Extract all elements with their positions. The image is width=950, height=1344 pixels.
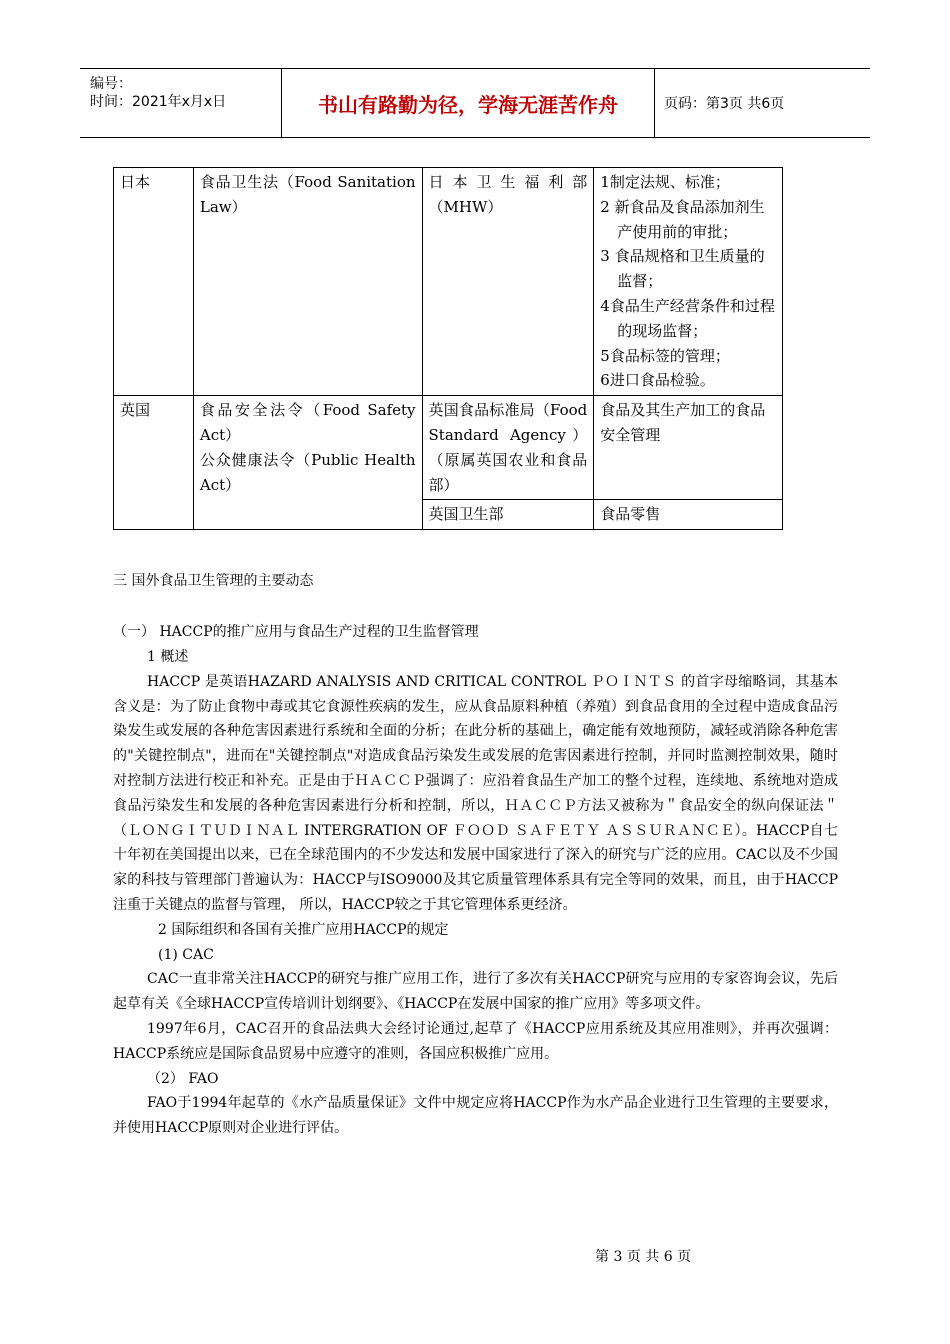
table-row-japan [114, 168, 783, 396]
subsection-heading: （一） HACCP的推广应用与食品生产过程的卫生监督管理 [113, 624, 479, 640]
agency-cell: 英国卫生部 [422, 500, 594, 530]
paragraph: 1997年6月，CAC召开的食品法典大会经讨论通过,起草了《HACCP应用系统及其应用准则》，并再次强调：HACCP系统应是国际食品贸易中应遵守的准则，各国应积极推广应用。 [113, 1020, 838, 1062]
duty-item: 6进口食品检验。 [600, 371, 715, 390]
regulation-table [113, 167, 783, 530]
duties-cell: 食品及其生产加工的食品安全管理 [594, 396, 783, 500]
body-text [113, 645, 838, 1141]
item-heading: 2 国际组织和各国有关推广应用HACCP的规定 [158, 921, 449, 938]
paragraph: CAC一直非常关注HACCP的研究与推广应用工作，进行了多次有关HACCP研究与应用的专家咨询会议，先后起草有关《全球HACCP宣传培训计划纲要》、《HACCP在发展中国家的推广应用》等多项文件。 [113, 971, 838, 1013]
number-label: 编号： [90, 76, 132, 92]
duty-item: 5食品标签的管理； [600, 346, 730, 365]
law-cell [193, 396, 422, 530]
agency-cell: 英国食品标准局（Food Standard Agency）（原属英国农业和食品部） [422, 396, 594, 500]
page-header [80, 68, 870, 138]
duty-item: 4食品生产经营条件和过程的现场监督； [600, 296, 775, 340]
header-meta [80, 69, 282, 137]
paragraph: HACCP 是英语HAZARD ANALYSIS AND CRITICAL CONTROL ＰＯＩＮＴＳ 的首字母缩略词，其基本含义是：为了防止食物中毒或其它食源性疾病的发生，应从食品原料种植（养殖）到食品食用的全过程中造成食品污染发生或发展的各种危害因素进行系统和全面的分析；在此分析的基础上，确定能有效地预防，减轻或消除各种危害的"关键控制点"，进而在"关键控制点"对造成食品污染发生或发展的危害因素进行控制，并同时监测控制效果，随时对控制方法进行校正和补充。正是由于ＨＡＣＣＰ强调了：应沿着食品生产加工的整个过程，连续地、系统地对造成食品污染发生和发展的各种危害因素进行分析和控制，所以，ＨＡＣＣＰ方法又被称为＂食品安全的纵向保证法＂（ＬＯＮＧＩＴＵＤＩＮＡＬ INTERGRATION OF ＦＯＯＤ ＳＡＦＥＴＹ ＡＳＳＵＲＡＮＣＥ）。HACCP自七十年初在美国提出以来，已在全球范围内的不少发达和发展中国家进行了深入的研究与广泛的应用。CAC以及不少国家的科技与管理部门普遍认为：HACCP与ISO9000及其它质量管理体系具有完全等同的效果，而且，由于HACCP注重于关键点的监督与管理， 所以，HACCP较之于其它管理体系更经济。 [113, 673, 838, 913]
country-cell: 日本 [114, 168, 194, 396]
duty-item: 3 食品规格和卫生质量的监督； [600, 247, 765, 291]
law-item: 公众健康法令（Public Health Act） [199, 450, 416, 494]
agency-cell: 日本卫生福利部（MHW） [422, 168, 594, 396]
section-heading: 三 国外食品卫生管理的主要动态 [113, 573, 314, 589]
page-footer: 第 3 页 共 6 页 [595, 1249, 692, 1265]
duties-cell: 食品零售 [594, 500, 783, 530]
law-cell: 食品卫生法（Food Sanitation Law） [193, 168, 422, 396]
time-label: 时间：2021年x月x日 [90, 94, 227, 110]
header-page-label: 页码：第3页 共6页 [664, 96, 785, 112]
table-row-uk [114, 396, 783, 500]
law-item: 食品安全法令（Food Safety Act） [199, 401, 416, 444]
paragraph: FAO于1994年起草的《水产品质量保证》文件中规定应将HACCP作为水产品企业进行卫生管理的主要要求，并使用HACCP原则对企业进行评估。 [113, 1095, 838, 1137]
duties-cell [594, 168, 783, 396]
item-heading: (1) CAC [158, 946, 214, 963]
duty-item: 2 新食品及食品添加剂生产使用前的审批； [600, 197, 765, 241]
header-motto: 书山有路勤为径，学海无涯苦作舟 [282, 69, 655, 137]
duty-item: 1制定法规、标准； [600, 173, 730, 191]
item-heading: （2） FAO [147, 1070, 219, 1087]
country-cell: 英国 [114, 396, 194, 530]
item-heading: 1 概述 [147, 649, 189, 665]
